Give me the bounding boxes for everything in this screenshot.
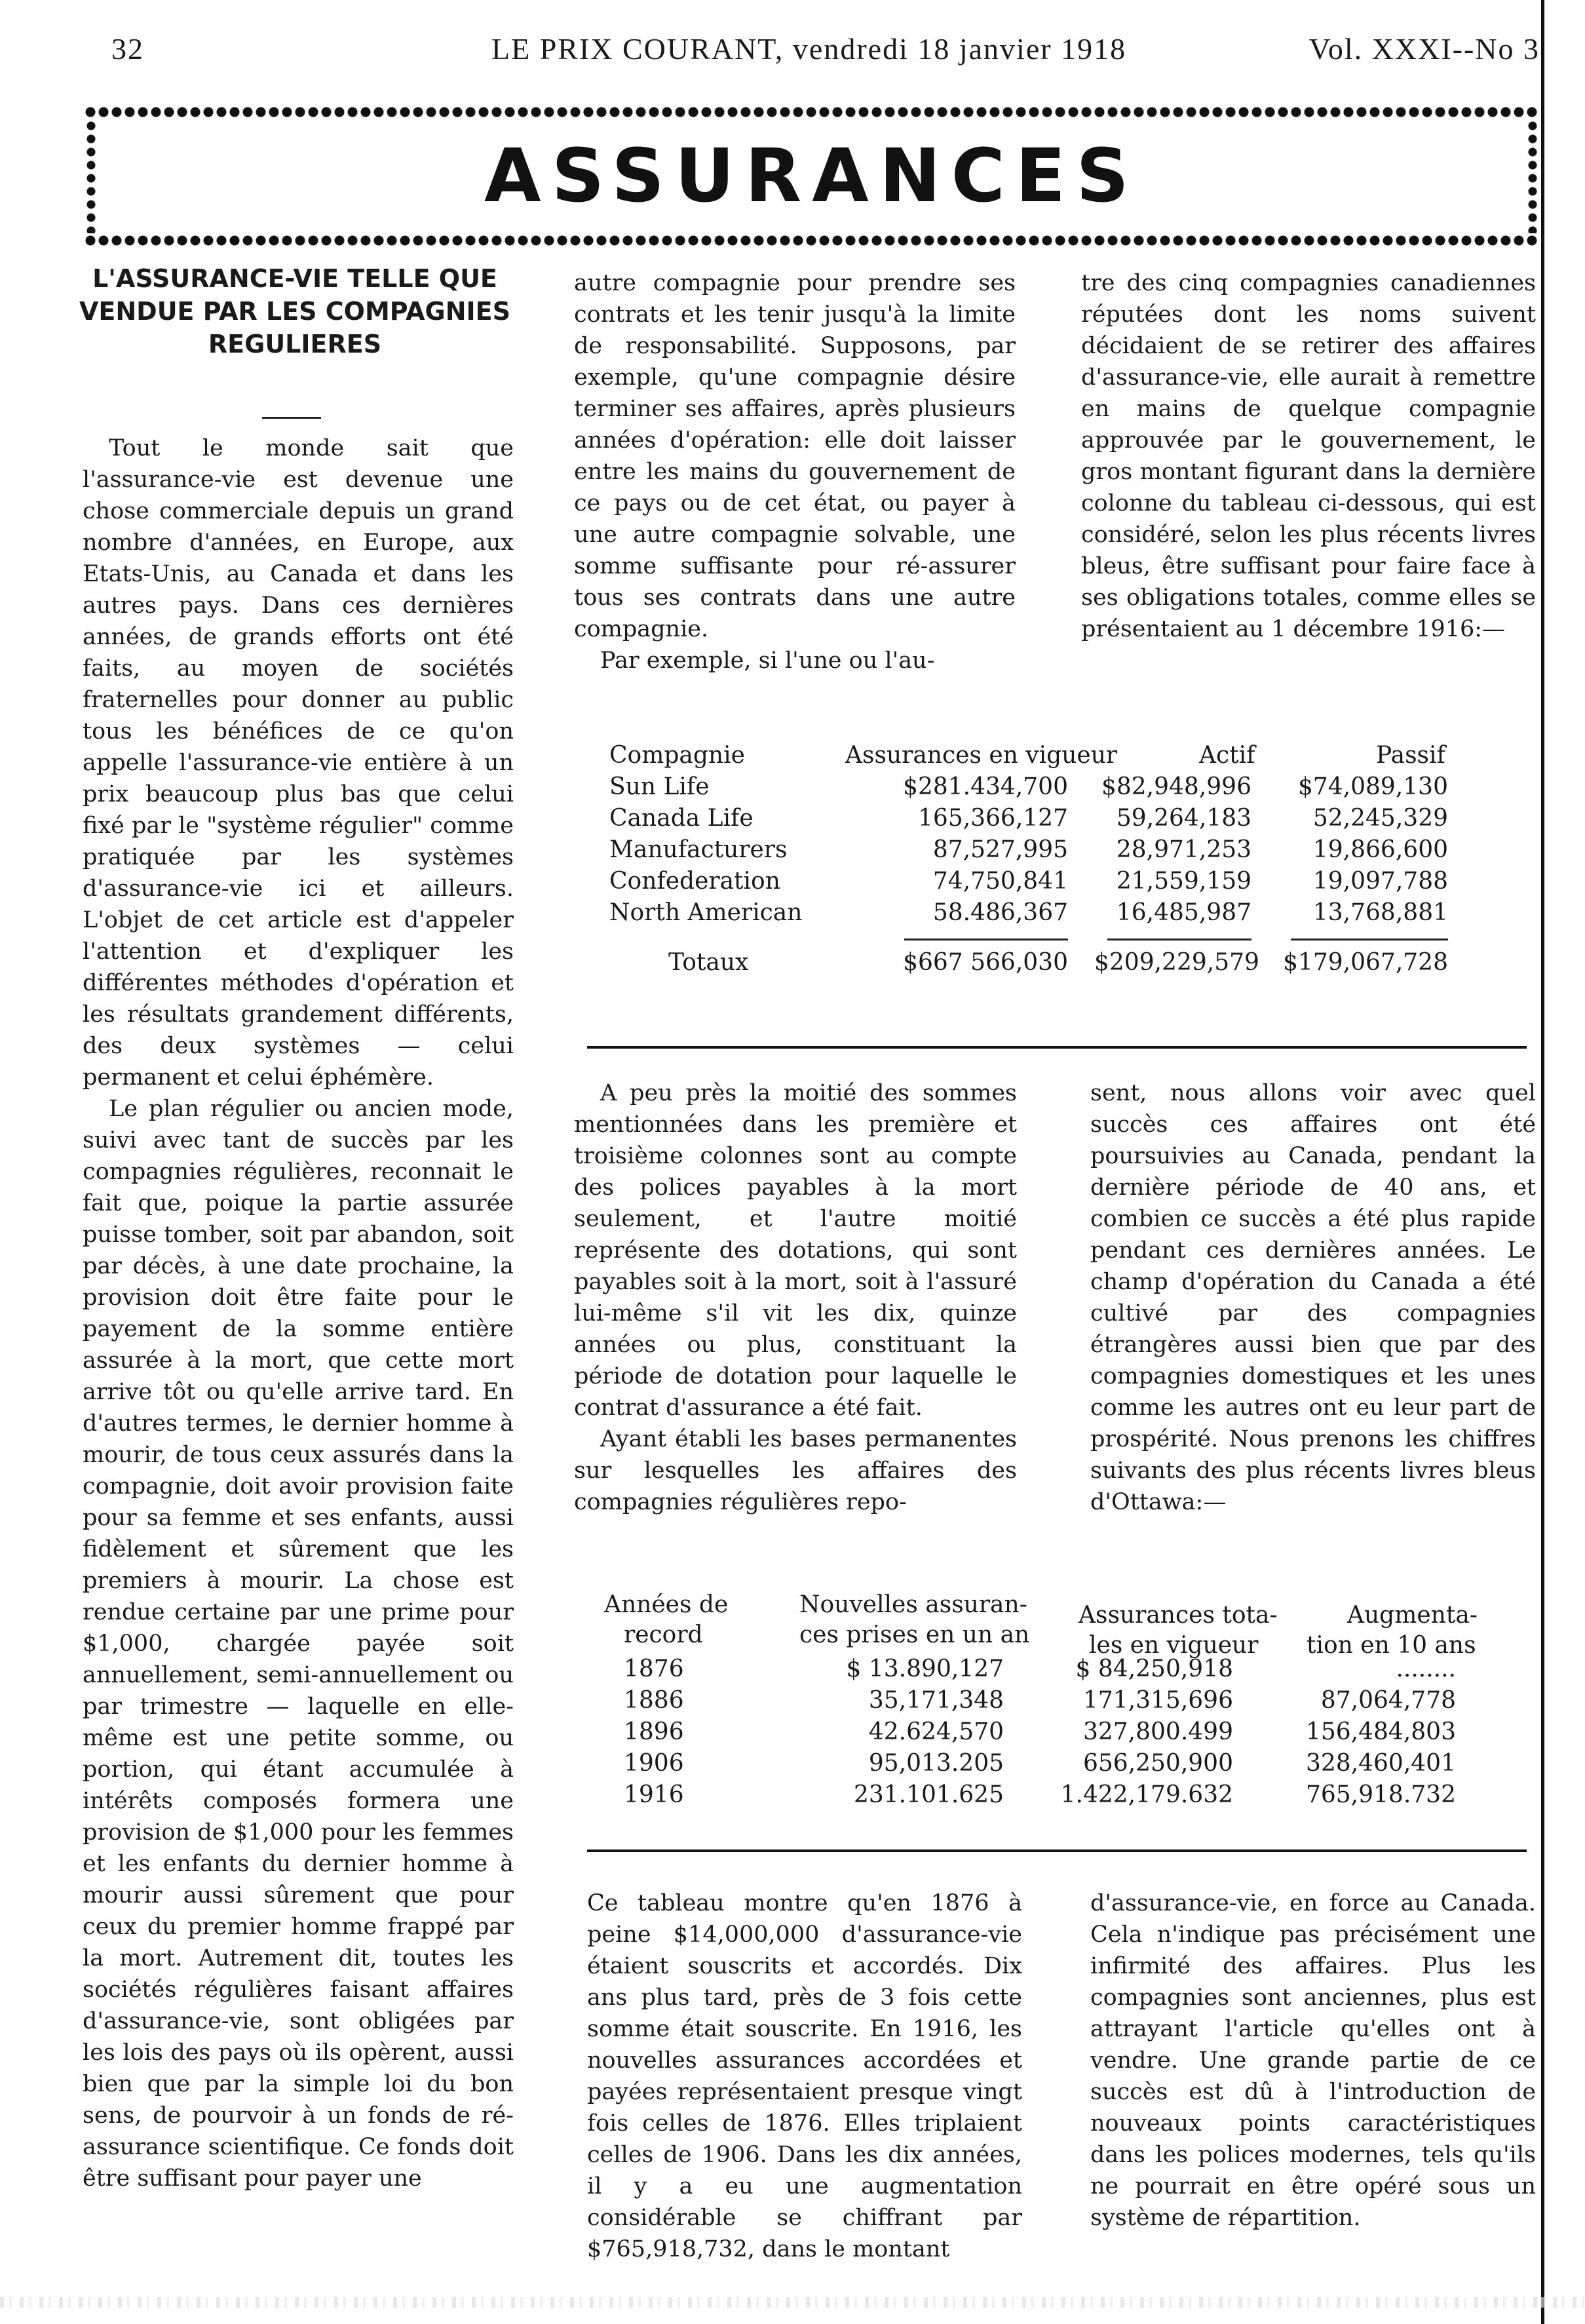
insurance-value: 87,527,995: [932, 836, 1068, 863]
paragraph: tre des cinq compagnies canadiennes réputées dont les noms suivent décidaient de se retirer des affaires d'assurance-vie, elle aurait à remettre en mains de quelque compagnie approuvée par le gouvernement, le gros montant figurant dans la dernière colonne du tableau ci-dessous, qui est considéré, selon les plus récents livres bleus, être suffisant pour faire face à ses obligations totales, comme elles se présentaient au 1 décembre 1916:—: [1081, 270, 1536, 642]
publication-line: LE PRIX COURANT, vendredi 18 janvier 1918: [491, 32, 1127, 66]
increase: 765,918.732: [1305, 1781, 1456, 1808]
company-name: Canada Life: [609, 805, 754, 832]
year: 1886: [624, 1687, 684, 1714]
dotted-border-bottom: [84, 233, 1540, 248]
total-rules: [609, 931, 1527, 949]
insurance-value: 165,366,127: [917, 805, 1068, 832]
section-banner: [84, 105, 1540, 248]
header-year-line2: record: [624, 1621, 703, 1648]
insurance-value: $281.434,700: [903, 773, 1068, 800]
liabilities-value: 52,245,329: [1312, 805, 1448, 832]
title-rule: [262, 417, 321, 419]
table-row: [604, 1750, 1535, 1781]
increase: 87,064,778: [1320, 1687, 1456, 1714]
total-insurance: 1.422,179.632: [1060, 1781, 1233, 1808]
header-liabilities: Passif: [1376, 742, 1445, 769]
header-aug-line2: tion en 10 ans: [1307, 1632, 1476, 1659]
new-insurance: 35,171,348: [868, 1687, 1004, 1714]
header-insurance: Assurances en vigueur: [845, 742, 1118, 769]
company-name: Sun Life: [609, 773, 710, 800]
paragraph: d'assurance-vie, en force au Canada. Cela n'indique pas précisément une infirmité des affaires. Plus les compagnies sont anciennes, plus est attrayant l'article qu'elles ont à vendre. Une grande partie de ce succès est dû à l'introduction de nouveaux points caractéristiques dans les polices modernes, tels qu'ils ne pourrait en être opéré sous un système de répartition.: [1090, 1890, 1536, 2231]
header-assets: Actif: [1199, 742, 1255, 769]
column-right-3: [1090, 1888, 1536, 2294]
liabilities-value: 19,097,788: [1312, 868, 1448, 895]
companies-table: [609, 742, 1527, 980]
year: 1896: [624, 1718, 684, 1745]
paragraph: sent, nous allons voir avec quel succès ces affaires ont été poursuivies au Canada, pendant la dernière période de 40 ans, et combien ce succès a été plus rapide pendant ces dernières années. Le champ d'opération du Canada a été cultivé par des compagnies étrangères aussi bien que par des compagnies domestiques et les unes comme les autres ont eu leur part de prospérité. Nous prenons les chiffres suivants des plus récents livres bleus d'Ottawa:—: [1090, 1080, 1536, 1515]
scan-noise: [0, 2297, 1585, 2308]
header-total-line2: les en vigueur: [1089, 1632, 1259, 1659]
total-liabilities: $179,067,728: [1283, 949, 1448, 976]
liabilities-value: $74,089,130: [1297, 773, 1448, 800]
page-header: [111, 31, 1540, 84]
company-name: Confederation: [609, 868, 780, 895]
table-row: [609, 868, 1527, 899]
header-company: Compagnie: [609, 742, 745, 769]
dotted-border-top: [84, 105, 1540, 119]
column-middle-top: [574, 267, 1016, 682]
table-row: [604, 1656, 1535, 1687]
year: 1876: [624, 1656, 684, 1682]
years-table: [604, 1590, 1535, 1813]
page-edge-line: [1541, 0, 1544, 2324]
header-new-line1: Nouvelles assuran-: [799, 1591, 1027, 1618]
increase: 156,484,803: [1305, 1718, 1456, 1745]
header-year-line1: Années de: [604, 1591, 729, 1618]
section-rule: [587, 1046, 1527, 1049]
paragraph: Par exemple, si l'une ou l'au-: [600, 648, 935, 674]
section-rule: [587, 1850, 1527, 1852]
column-left: [83, 433, 514, 2294]
table-row: [609, 836, 1527, 868]
total-label: Totaux: [668, 949, 749, 976]
table-row: [609, 805, 1527, 836]
new-insurance: 42.624,570: [868, 1718, 1004, 1745]
column-middle-2: [574, 1077, 1017, 1549]
volume-number: Vol. XXXI--No 3: [1308, 32, 1540, 66]
assets-value: 16,485,987: [1116, 899, 1251, 926]
assets-value: 21,559,159: [1116, 868, 1251, 895]
paragraph: Ayant établi les bases permanentes sur lesquelles les affaires des compagnies régulières repo-: [574, 1426, 1017, 1515]
assets-value: 28,971,253: [1116, 836, 1251, 863]
insurance-value: 58.486,367: [932, 899, 1068, 926]
paragraph: autre compagnie pour prendre ses contrats et les tenir jusqu'à la limite de responsabilité. Supposons, par exemple, qu'une compagnie désire terminer ses affaires, après plusieurs années d'opération: elle doit laisser entre les mains du gouvernement de ce pays ou de cet état, ou payer à une autre compagnie solvable, une somme suffisante pour ré-assurer tous ses contrats dans une autre compagnie.: [574, 270, 1016, 642]
header-total-line1: Assurances tota-: [1079, 1602, 1278, 1629]
table-total-row: [609, 949, 1527, 980]
total-rule: [904, 939, 1068, 940]
new-insurance: 95,013.205: [868, 1750, 1004, 1777]
column-middle-3: [587, 1888, 1022, 2294]
increase: ........: [1396, 1656, 1456, 1682]
paragraph: A peu près la moitié des sommes mentionnées dans les première et troisième colonnes sont au compte des polices payables à la mort seulement, et l'autre moitié représente des dotations, qui sont payables soit à la mort, soit à l'assuré lui-même s'il vit les dix, quinze années ou plus, constituant la période de dotation pour laquelle le contrat d'assurance a été fait.: [574, 1080, 1017, 1421]
page-number: 32: [111, 32, 144, 66]
total-insurance: 327,800.499: [1082, 1718, 1233, 1745]
table-header: [609, 742, 1527, 773]
paragraph: Ce tableau montre qu'en 1876 à peine $14,000,000 d'assurance-vie étaient souscrits et accordés. Dix ans plus tard, près de 3 fois cette somme était souscrite. En 1916, les nouvelles assurances accordées et payées représentaient presque vingt fois celles de 1876. Elles triplaient celles de 1906. Dans les dix années, il y a eu une augmentation considérable se chiffrant par $765,918,732, dans le montant: [587, 1890, 1022, 2262]
year: 1906: [624, 1750, 684, 1777]
header-aug-line1: Augmenta-: [1347, 1602, 1478, 1629]
article-title: L'ASSURANCE-VIE TELLE QUE VENDUE PAR LES COMPAGNIES REGULIERES: [79, 264, 511, 358]
column-right-top: [1081, 267, 1536, 713]
total-assets: $209,229,579: [1094, 949, 1259, 976]
total-insurance: $ 84,250,918: [1075, 1656, 1233, 1682]
total-rule: [1291, 939, 1448, 940]
header-new-line2: ces prises en un an: [799, 1621, 1030, 1648]
section-title: ASSURANCES: [484, 134, 1139, 219]
year: 1916: [624, 1781, 684, 1808]
table-header: [604, 1590, 1535, 1659]
company-name: Manufacturers: [609, 836, 788, 863]
total-insurance: 656,250,900: [1082, 1750, 1233, 1777]
new-insurance: $ 13.890,127: [846, 1656, 1004, 1682]
table-row: [609, 773, 1527, 805]
liabilities-value: 13,768,881: [1312, 899, 1448, 926]
table-row: [604, 1687, 1535, 1718]
insurance-value: 74,750,841: [932, 868, 1068, 895]
total-insurance: $667 566,030: [903, 949, 1068, 976]
assets-value: 59,264,183: [1116, 805, 1251, 832]
paragraph: Le plan régulier ou ancien mode, suivi avec tant de succès par les compagnies régulières, reconnait le fait que, poique la partie assurée puisse tomber, soit par abandon, soit par décès, à une date prochaine, la provision doit être faite pour le payement de la somme entière assurée à la mort, que cette mort arrive tôt ou qu'elle arrive tard. En d'autres termes, le dernier homme à mourir, de tous ceux assurés dans la compagnie, doit avoir provision faite pour sa femme et ses enfants, aussi fidèlement et sûrement que les premiers à mourir. La chose est rendue certaine par une prime pour $1,000, chargée payée soit annuellement, semi-annuellement ou par trimestre — laquelle en elle-même est une petite somme, ou portion, qui étant accumulée à intérêts composés formera une provision de $1,000 pour les femmes et les enfants du dernier homme à mourir aussi sûrement que pour ceux du premier homme frappé par la mort. Autrement dit, toutes les sociétés régulières faisant affaires d'assurance-vie, sont obligées par les lois des pays où ils opèrent, aussi bien que par la simple loi du bon sens, de pourvoir à un fonds de ré-assurance scientifique. Ce fonds doit être suffisant pour payer une: [83, 1096, 514, 2192]
new-insurance: 231.101.625: [853, 1781, 1004, 1808]
total-insurance: 171,315,696: [1082, 1687, 1233, 1714]
company-name: North American: [609, 899, 803, 926]
increase: 328,460,401: [1305, 1750, 1456, 1777]
paragraph: Tout le monde sait que l'assurance-vie est devenue une chose commerciale depuis un grand nombre d'années, en Europe, aux Etats-Unis, au Canada et dans les autres pays. Dans ces dernières années, de grands efforts ont été faits, au moyen de sociétés fraternelles pour donner au public tous les bénéfices de ce qu'on appelle l'assurance-vie entière à un prix beaucoup plus bas que celui fixé par le "système régulier" comme pratiquée par les systèmes d'assurance-vie ici et ailleurs. L'objet de cet article est d'appeler l'attention et d'expliquer les différentes méthodes d'opération et les résultats grandement différents, des deux systèmes — celui permanent et celui éphémère.: [83, 435, 514, 1091]
table-row: [609, 899, 1527, 931]
table-row: [604, 1718, 1535, 1750]
assets-value: $82,948,996: [1101, 773, 1251, 800]
column-right-2: [1090, 1077, 1536, 1549]
total-rule: [1107, 939, 1251, 940]
liabilities-value: 19,866,600: [1312, 836, 1448, 863]
table-row: [604, 1781, 1535, 1813]
